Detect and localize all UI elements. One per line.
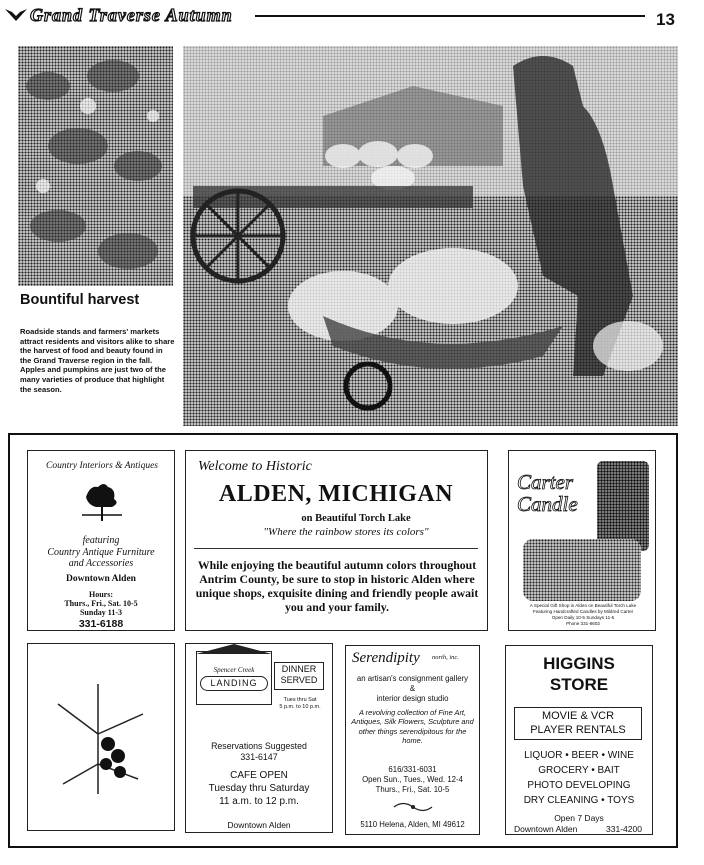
country-hours-2: Sunday 11-3 [79, 608, 123, 617]
carter-logo-text: Carter Candle [517, 470, 578, 516]
alden-michigan-ad [185, 450, 488, 631]
country-location: Downtown Alden [66, 574, 136, 584]
higgins-name2: STORE [549, 675, 609, 694]
feature-caption: Roadside stands and farmers' markets attract residents and visitors alike to share the harvest of food and beauty found in the Grand Traverse region in the fall. Apples and pumpkins are just two of the many varieties of produce that highlight the season. [20, 327, 175, 394]
landing-cafe: CAFE OPEN [230, 770, 288, 781]
alden-subtitle: on Beautiful Torch Lake [301, 513, 411, 524]
serendipity-open1: Open Sun., Tues., Wed. 12-4 [362, 775, 463, 784]
serendipity-line1: an artisan's consignment gallery [356, 674, 469, 683]
page-header [0, 0, 704, 40]
section-title: Grand Traverse Autumn [30, 5, 233, 25]
country-phone: 331-6188 [78, 618, 124, 630]
higgins-location: Downtown Alden [514, 824, 578, 834]
alden-welcome: Welcome to Historic [198, 459, 312, 474]
landing-logo-roof [196, 644, 272, 654]
flourish-icon [392, 800, 434, 814]
serendipity-north: north, inc. [432, 654, 459, 661]
higgins-items4: DRY CLEANING • TOYS [523, 795, 635, 806]
higgins-items2: GROCERY • BAIT [538, 765, 620, 776]
landing-dinner: DINNER [281, 664, 317, 674]
higgins-rental1: MOVIE & VCR [541, 710, 615, 722]
landing-reservations: Reservations Suggested [211, 741, 307, 751]
alden-tagline: "Where the rainbow stores its colors" [263, 526, 429, 538]
serendipity-open2: Thurs., Fri., Sat. 10-5 [375, 785, 450, 794]
landing-days: Tues thru Sat [283, 697, 317, 703]
serendipity-name: Serendipity [352, 650, 420, 666]
country-interiors-logo-text: Country Interiors & Antiques [46, 461, 158, 471]
landing-time: 5 p.m. to 10 p.m. [279, 704, 321, 710]
landing-location: Downtown Alden [227, 820, 291, 830]
country-featuring-line: Country Antique Furniture [47, 547, 155, 558]
serendipity-line2: interior design studio [376, 694, 449, 703]
candle-arrangement-photo [523, 539, 641, 601]
landing-logo-top: Spencer Creek [213, 666, 255, 674]
header-rule [255, 15, 645, 17]
landing-cafe-days: Tuesday thru Saturday [208, 783, 310, 794]
carter-line1: A Special Gift Shop in Alden on Beautiful Torch Lake [529, 603, 637, 608]
higgins-rental2: PLAYER RENTALS [530, 724, 626, 736]
alden-title: ALDEN, MICHIGAN [218, 481, 454, 507]
carter-line3: Open Daily 10-5 Sundays 11-5 [551, 615, 615, 620]
page-number: 13 [656, 10, 675, 29]
higgins-open: Open 7 Days [554, 813, 604, 823]
country-featuring: featuring [82, 535, 120, 546]
carter-line2: Featuring Handcrafted Candles by Mildred Carter [532, 609, 634, 614]
higgins-phone: 331-4200 [606, 824, 642, 834]
country-featuring-line2: and Accessories [68, 558, 134, 569]
alden-divider [194, 548, 478, 549]
higgins-items3: PHOTO DEVELOPING [527, 780, 631, 791]
harvest-photo [183, 46, 678, 426]
carter-candle-ad [508, 450, 656, 631]
higgins-items1: LIQUOR • BEER • WINE [524, 750, 634, 761]
country-hours-1: Thurs., Fri., Sat. 10-5 [64, 599, 138, 608]
candle-jar-photo [597, 461, 649, 551]
higgins-name1: HIGGINS [543, 654, 615, 673]
bird-logo-icon [4, 7, 28, 23]
grape-leaf-photo [27, 643, 175, 831]
country-interiors-ad [27, 450, 175, 631]
landing-logo-name: LANDING [200, 676, 268, 691]
serendipity-ad [345, 645, 480, 835]
higgins-store-ad [505, 645, 653, 835]
feature-headline: Bountiful harvest [20, 292, 140, 308]
landing-phone: 331-6147 [240, 752, 278, 762]
carter-phone: Phone 331-6602 [566, 621, 600, 626]
rooster-weathervane-icon [76, 477, 128, 523]
country-hours-label: Hours: [89, 590, 113, 599]
alden-body: While enjoying the beautiful autumn colors throughout Antrim County, be sure to stop in historic Alden where unique shops, exquisite dining and friendly people await you and your family. [195, 558, 479, 614]
landing-restaurant-ad [185, 643, 333, 833]
serendipity-desc: A revolving collection of Fine Art, Antiques, Silk Flowers, Sculpture and other things serendipitous for the home. [351, 708, 474, 746]
serendipity-address: 5110 Helena, Alden, MI 49612 [360, 820, 465, 829]
serendipity-phone: 616/331-6031 [388, 765, 437, 774]
vine-photo [18, 46, 173, 286]
landing-cafe-hours: 11 a.m. to 12 p.m. [219, 796, 299, 807]
landing-served: SERVED [280, 675, 318, 685]
serendipity-amp: & [409, 684, 416, 693]
